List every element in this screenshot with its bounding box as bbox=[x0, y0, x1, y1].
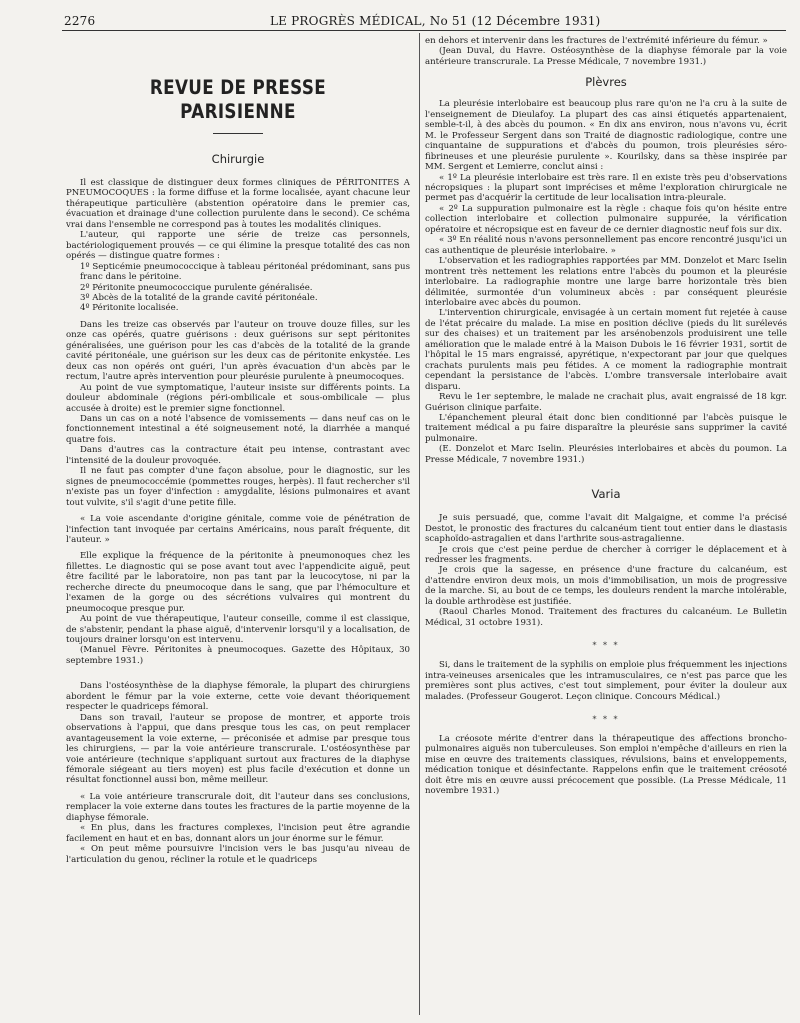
paragraph: « 3º En réalité nous n'avons personnellement pas encore rencontré jusqu'ici un cas authentique de pleurésie interlobaire. » bbox=[425, 235, 787, 256]
separator-stars: * * * bbox=[592, 715, 620, 725]
page-title: REVUE DE PRESSE PARISIENNE bbox=[149, 76, 327, 123]
citation: (E. Donzelot et Marc Iselin. Pleurésies interlobaires et abcès du poumon. La Presse Médicale, 7 novembre 1931.) bbox=[425, 444, 787, 465]
paragraph: Revu le 1er septembre, le malade ne crachait plus, avait engraissé de 18 kgr. Guérison clinique parfaite. bbox=[425, 392, 787, 413]
paragraph: Dans l'ostéosynthèse de la diaphyse fémorale, la plupart des chirurgiens abordent le fémur par la voie externe, cette voie devant théoriquement respecter le quadriceps fémoral. bbox=[66, 681, 410, 713]
page-number: 2276 bbox=[64, 14, 96, 28]
paragraph: La pleurésie interlobaire est beaucoup plus rare qu'on ne l'a cru à la suite de l'enseignement de Dieulafoy. La plupart des cas ainsi étiquetés appartenaient, semble-t-il, à des abcès du poumon. « En dix ans environ, nous n'avons vu, écrit M. le Professeur Sergent dans son Traité de diagnostic radiologique, contre une cinquantaine de suppurations et d'abcès du poumon, trois pleurésies séro-fibrineuses et une pleurésie purulente ». Kourilsky, dans sa thèse inspirée par MM. Sergent et Lemierre, conclut ainsi : bbox=[425, 99, 787, 173]
paragraph: Je crois que c'est peine perdue de chercher à corriger le déplacement et à redresser les fragments. bbox=[425, 544, 787, 566]
citation: (Jean Duval, du Havre. Ostéosynthèse de la diaphyse fémorale par la voie antérieure transcrurale. La Presse Médicale, 7 novembre 1931.) bbox=[425, 46, 787, 67]
paragraph: Si, dans le traitement de la syphilis on emploie plus fréquemment les injections intra-veineuses arsenicales que les intramusculaires, ce n'est pas parce que les premières sont plus actives, c'est tout simplement, pour éviter la douleur aux malades. (Professeur Gougerot. Leçon clinique. Concours Médical.) bbox=[425, 660, 787, 702]
column-divider bbox=[419, 33, 420, 1015]
citation: (Manuel Fèvre. Péritonites à pneumocoques. Gazette des Hôpitaux, 30 septembre 1931.) bbox=[66, 645, 410, 666]
paragraph: Dans d'autres cas la contracture était peu intense, contrastant avec l'intensité de la douleur provoquée. bbox=[66, 445, 410, 466]
section-title-varia: Varia bbox=[591, 487, 621, 502]
section-title-plevres: Plèvres bbox=[585, 75, 627, 90]
paragraph: L'observation et les radiographies rapportées par MM. Donzelot et Marc Iselin montrent très nettement les relations entre l'abcès du poumon et la pleurésie interlobaire. La radiographie montre une large barre horizontale très bien délimitée, surmontée d'un volumineux abcès : par conséquent pleurésie interlobaire avec abcès du poumon. bbox=[425, 256, 787, 308]
paragraph: Dans son travail, l'auteur se propose de montrer, et apporte trois observations à l'appui, que dans presque tous les cas, on peut remplacer avantageusement la voie externe, — préconisée et admise par presque tous les chirurgiens, — par la voie antérieure transcrurale. L'ostéosynthèse par voie antérieure (technique s'appliquant surtout aux fractures de la diaphyse fémorale siégeant au tiers moyen) est plus facile d'exécution et donne un résultat fonctionnel aussi bon, même meilleur. bbox=[66, 712, 410, 786]
quote: « La voie ascendante d'origine génitale, comme voie de pénétration de l'infection tant invoquée par certains Américains, nous paraît fréquente, dit l'auteur. » bbox=[66, 514, 410, 545]
paragraph: Il ne faut pas compter d'une façon absolue, pour le diagnostic, sur les signes de pneumococcémie (pommettes rouges, herpès). Il faut rechercher s'il n'existe pas un foyer d'infection : amygdalite, lésions pulmonaires et avant tout vulvite, s'il s'agit d'une petite fille. bbox=[66, 466, 410, 508]
paragraph: Il est classique de distinguer deux formes cliniques de PÉRITONITES A PNEUMOCOQUES : la forme diffuse et la forme localisée, ayant chacune leur thérapeutique particulière (abstention opératoire dans le premier cas, évacuation et drainage d'une collection purulente dans le second). Ce schéma vrai dans l'ensemble ne correspond pas à toutes les modalités cliniques. bbox=[66, 178, 410, 230]
paragraph: Je suis persuadé, que, comme l'avait dit Malgaigne, et comme l'a précisé Destot, le pronostic des fractures du calcanéum tient tout entier dans le diastasis scaphoïdo-astragalien et dans l'arthrite sous-astragalienne. bbox=[425, 513, 787, 545]
right-column bbox=[425, 36, 787, 1016]
left-column bbox=[66, 36, 410, 1016]
paragraph: Au point de vue thérapeutique, l'auteur conseille, comme il est classique, de s'abstenir, pendant la phase aiguë, d'intervenir lorsqu'il y a localisation, de toujours drainer lorsqu'on est intervenu. bbox=[66, 614, 410, 646]
paragraph: « 1º La pleurésie interlobaire est très rare. Il en existe très peu d'observations nécropsiques : la plupart sont imprécises et même l'exploration chirurgicale ne permet pas d'acquérir la certitude de leur localisation intra-pleurale. bbox=[425, 172, 787, 204]
paragraph: en dehors et intervenir dans les fractures de l'extrémité inférieure du fémur. » bbox=[425, 36, 768, 46]
paragraph: La créosote mérite d'entrer dans la thérapeutique des affections broncho-pulmonaires aiguës non tuberculeuses. Son emploi n'empêche d'ailleurs en rien la mise en œuvre des traitements classiques, révulsions, bains et enveloppements, médication tonique et désinfectante. Rappelons enfin que le traitement créosoté doit être mis en œuvre aussi précocement que possible. (La Presse Médicale, 11 novembre 1931.) bbox=[425, 734, 787, 797]
paragraph: Au point de vue symptomatique, l'auteur insiste sur différents points. La douleur abdominale (régions péri-ombilicale et sous-ombilicale — plus accusée à droite) est le premier signe fonctionnel. bbox=[66, 382, 410, 414]
paragraph: Elle explique la fréquence de la péritonite à pneumonoques chez les fillettes. Le diagnostic qui se pose avant tout avec l'appendicite aiguë, peut être facilité par le laboratoire, non pas tant par la leucocytose, ni par la recherche directe du pneumocoque dans le sang, que par l'hémoculture et l'examen de la gorge ou des sécrétions vulvaires qui montrent du pneumocoque presque pur. bbox=[66, 551, 410, 614]
paragraph: L'épanchement pleural était donc bien conditionné par l'abcès puisque le traitement médical a pu faire disparaître la pleurésie sans supprimer la cavité pulmonaire. bbox=[425, 412, 787, 444]
separator-stars: * * * bbox=[592, 641, 620, 651]
list-item: 4º Péritonite localisée. bbox=[80, 303, 179, 314]
list-item: 1º Septicémie pneumococcique à tableau péritonéal prédominant, sans pus franc dans le péritoine. bbox=[80, 261, 410, 283]
paragraph: Dans un cas on a noté l'absence de vomissements — dans neuf cas on le fonctionnement intestinal a été soigneusement noté, la diarrhée a manqué quatre fois. bbox=[66, 413, 410, 445]
paragraph: « En plus, dans les fractures complexes, l'incision peut être agrandie facilement en haut et en bas, donnant alors un jour énorme sur le fémur. bbox=[66, 823, 410, 844]
paragraph: « 2º La suppuration pulmonaire est la règle : chaque fois qu'on hésite entre collection interlobaire et collection pulmonaire suppurée, la vérification opératoire et nécropsique est en faveur de ce dernier diagnostic neuf fois sur dix. bbox=[425, 203, 787, 235]
paragraph: L'auteur, qui rapporte une série de treize cas personnels, bactériologiquement prouvés — ce qui élimine la presque totalité des cas non opérés — distingue quatre formes : bbox=[66, 230, 410, 262]
paragraph: Je crois que la sagesse, en présence d'une fracture du calcanéum, est d'attendre environ deux mois, un mois d'immobilisation, un mois de progressive de la marche. Si, au bout de ce temps, les douleurs rendent la marche intolérable, la double arthrodèse est justifiée. bbox=[425, 565, 787, 607]
paragraph: « La voie antérieure transcrurale doit, dit l'auteur dans ses conclusions, remplacer la voie externe dans toutes les fractures de la partie moyenne de la diaphyse fémorale. bbox=[66, 791, 410, 823]
list-item: 2º Péritonite pneumococcique purulente généralisée. bbox=[80, 282, 313, 293]
title-rule bbox=[213, 133, 263, 134]
paragraph: L'intervention chirurgicale, envisagée à un certain moment fut rejetée à cause de l'état précaire du malade. La mise en position déclive (pieds du lit surélevés sur des chaises) et un traitement par les arsénobenzols produisirent une telle amélioration que le malade entré à la Maison Dubois le 16 février 1931, sortit de l'hôpital le 15 mars engraissé, apyrétique, n'expectorant par jour que quelques crachats purulents mais peu fétides. A ce moment la radiographie montrait cependant la persistance de l'abcès. L'ombre transversale interlobaire avait disparu. bbox=[425, 308, 787, 392]
citation: (Raoul Charles Monod. Traitement des fractures du calcanéum. Le Bulletin Médical, 31 octobre 1931). bbox=[425, 607, 787, 628]
section-title-chirurgie: Chirurgie bbox=[211, 152, 265, 166]
header-rule bbox=[62, 30, 786, 31]
paragraph: « On peut même poursuivre l'incision vers le bas jusqu'au niveau de l'articulation du genou, récliner la rotule et le quadriceps bbox=[66, 844, 410, 865]
journal-title: LE PROGRÈS MÉDICAL, No 51 (12 Décembre 1931) bbox=[270, 14, 601, 28]
paragraph: Dans les treize cas observés par l'auteur on trouve douze filles, sur les onze cas opérés, quatre guérisons : deux guérisons sur sept péritonites généralisées, une guérison pour les cas d'abcès de la totalité de la grande cavité péritonéale, une guérison sur les deux cas de péritonite enkystée. Les deux cas non opérés ont guéri, l'un après évacuation d'un abcès par le rectum, l'autre après intervention pour pleurésie purulente à pneumocoques. bbox=[66, 319, 410, 383]
list-item: 3º Abcès de la totalité de la grande cavité péritonéale. bbox=[80, 292, 318, 303]
